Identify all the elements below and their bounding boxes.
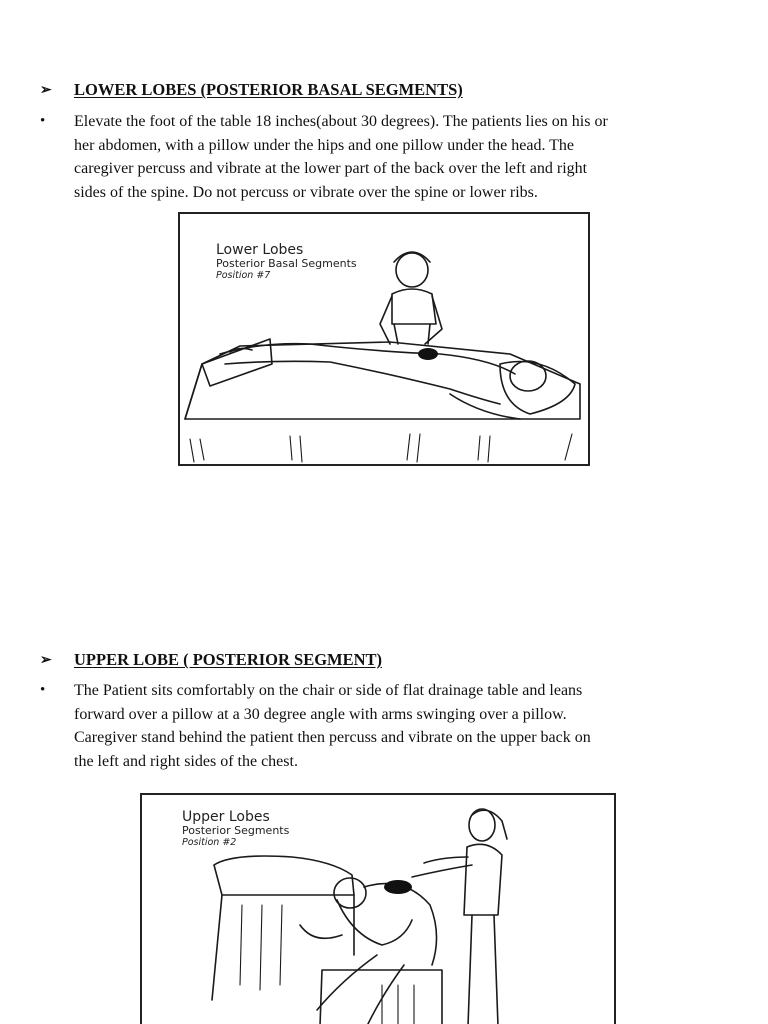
figure-subtitle: Posterior Segments [182,824,290,837]
instruction-paragraph-lower-lobes [40,110,730,204]
caregiver-torso [464,844,502,915]
drainage-table [185,342,580,419]
bullet-icon: • [40,113,46,129]
figure-subtitle: Posterior Basal Segments [216,257,357,270]
paragraph-line: Caregiver stand behind the patient then percuss and vibrate on the upper back on [74,729,591,746]
caregiver-head [396,253,428,287]
figure-title: Lower Lobes [216,242,304,258]
pillow [337,900,412,945]
percussion-area [384,880,412,894]
heading-title: UPPER LOBE ( POSTERIOR SEGMENT) [74,650,383,669]
paragraph-line: The Patient sits comfortably on the chair or side of flat drainage table and leans [74,682,583,699]
instruction-paragraph-upper-lobe [40,679,730,773]
paragraph-line: forward over a pillow at a 30 degree angle with arms swinging over a pillow. [74,705,567,723]
figure-caption-upper-lobes [182,809,289,848]
stool [320,970,442,1024]
figure-position: Position #2 [182,837,237,848]
figure-position: Position #7 [216,270,271,281]
bullet-icon: • [40,682,46,698]
patient-back [364,884,437,965]
arrow-bullet-icon: ➢ [40,82,52,98]
patient-head [510,361,546,391]
paragraph-line: Elevate the foot of the table 18 inches(about 30 degrees). The patients lies on his or [74,113,608,130]
figure-caption-lower-lobes [216,242,357,281]
illustration-lower-lobes [178,212,590,466]
caregiver-torso [392,289,436,324]
paragraph-line: her abdomen, with a pillow under the hips and one pillow under the head. The [74,136,575,154]
paragraph-line: caregiver percuss and vibrate at the lower part of the back over the left and right [74,160,588,177]
arrow-bullet-icon: ➢ [40,652,52,668]
heading-title: LOWER LOBES (POSTERIOR BASAL SEGMENTS) [74,80,463,99]
paragraph-line: sides of the spine. Do not percuss or vibrate over the spine or lower ribs. [74,183,538,201]
section-heading-upper-lobe [40,650,382,670]
illustration-upper-lobes [140,793,616,1024]
paragraph-line: the left and right sides of the chest. [74,752,298,770]
section-heading-lower-lobes [40,80,463,100]
figure-title: Upper Lobes [182,809,270,825]
percussion-hands [418,348,438,360]
table-top [214,856,354,895]
